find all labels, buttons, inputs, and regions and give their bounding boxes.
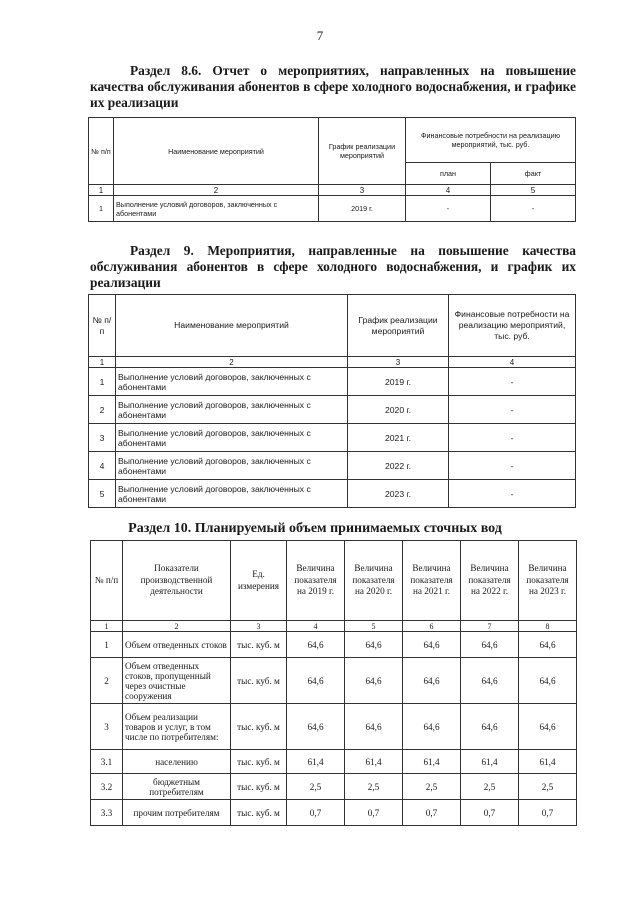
row-name: Выполнение условий договоров, заключенных с абонентами	[116, 396, 348, 424]
column-numbers-row	[89, 185, 576, 196]
row-value-2019: 64,6	[287, 658, 345, 704]
column-number: 4	[449, 357, 576, 368]
row-value-2021: 0,7	[403, 800, 461, 826]
col-header-2021: Величина показателя на 2021 г.	[403, 541, 461, 621]
column-number: 7	[461, 621, 519, 632]
column-number: 4	[287, 621, 345, 632]
row-finance: -	[449, 452, 576, 480]
column-numbers-row	[91, 621, 577, 632]
column-number: 2	[114, 185, 319, 196]
col-header-name: Наименование мероприятий	[114, 118, 319, 185]
column-number: 5	[491, 185, 576, 196]
row-finance: -	[449, 396, 576, 424]
column-number: 2	[123, 621, 231, 632]
section-8-6-table	[88, 117, 576, 222]
row-value-2023: 64,6	[519, 658, 577, 704]
row-value-2019: 2,5	[287, 774, 345, 800]
col-header-plan: план	[406, 163, 491, 185]
row-num: 3.3	[91, 800, 123, 826]
column-number: 1	[89, 185, 114, 196]
row-value-2022: 64,6	[461, 704, 519, 750]
row-value-2023: 64,6	[519, 704, 577, 750]
row-value-2019: 64,6	[287, 704, 345, 750]
row-year: 2020 г.	[348, 396, 449, 424]
column-number: 1	[91, 621, 123, 632]
section-8-6-title: Раздел 8.6. Отчет о мероприятиях, направленных на повышение качества обслуживания абонентов в сфере холодного водоснабжения, и графике их реализации	[90, 63, 576, 110]
table-row	[89, 452, 576, 480]
row-name: населению	[123, 750, 231, 774]
row-value-2020: 2,5	[345, 774, 403, 800]
row-year: 2019 г.	[348, 368, 449, 396]
table-row	[91, 774, 577, 800]
row-unit: тыс. куб. м	[231, 632, 287, 658]
col-header-num: № п/п	[91, 541, 123, 621]
row-value-2023: 0,7	[519, 800, 577, 826]
row-unit: тыс. куб. м	[231, 774, 287, 800]
row-name: прочим потребителям	[123, 800, 231, 826]
row-value-2021: 64,6	[403, 658, 461, 704]
row-num: 4	[89, 452, 116, 480]
row-finance: -	[449, 368, 576, 396]
column-number: 3	[348, 357, 449, 368]
row-year: 2021 г.	[348, 424, 449, 452]
col-header-finance: Финансовые потребности на реализацию мероприятий, тыс. руб.	[449, 295, 576, 357]
row-value-2021: 2,5	[403, 774, 461, 800]
column-number: 4	[406, 185, 491, 196]
row-value-2020: 64,6	[345, 658, 403, 704]
row-value-2022: 61,4	[461, 750, 519, 774]
row-value-2020: 61,4	[345, 750, 403, 774]
row-value-2019: 64,6	[287, 632, 345, 658]
column-number: 1	[89, 357, 116, 368]
row-year: 2023 г.	[348, 480, 449, 508]
row-fact: -	[491, 196, 576, 222]
row-year: 2022 г.	[348, 452, 449, 480]
row-value-2021: 61,4	[403, 750, 461, 774]
row-name: Объем отведенных стоков, пропущенный через очистные сооружения	[123, 658, 231, 704]
col-header-2020: Величина показателя на 2020 г.	[345, 541, 403, 621]
table-row	[89, 396, 576, 424]
col-header-num: № п/п	[89, 295, 116, 357]
column-number: 8	[519, 621, 577, 632]
row-name: Выполнение условий договоров, заключенных с абонентами	[114, 196, 319, 222]
col-header-schedule: График реализации мероприятий	[348, 295, 449, 357]
section-9-table	[88, 294, 576, 508]
row-value-2023: 61,4	[519, 750, 577, 774]
row-num: 3	[89, 424, 116, 452]
column-number: 2	[116, 357, 348, 368]
row-year: 2019 г.	[319, 196, 406, 222]
row-name: Выполнение условий договоров, заключенных с абонентами	[116, 424, 348, 452]
col-header-2023: Величина показателя на 2023 г.	[519, 541, 577, 621]
row-value-2020: 0,7	[345, 800, 403, 826]
row-finance: -	[449, 480, 576, 508]
row-name: Объем реализации товаров и услуг, в том числе по потребителям:	[123, 704, 231, 750]
table-row	[91, 750, 577, 774]
row-num: 5	[89, 480, 116, 508]
col-header-2022: Величина показателя на 2022 г.	[461, 541, 519, 621]
table-row	[89, 196, 576, 222]
col-header-name: Наименование мероприятий	[116, 295, 348, 357]
row-value-2020: 64,6	[345, 632, 403, 658]
col-header-fact: факт	[491, 163, 576, 185]
col-header-finance: Финансовые потребности на реализацию мероприятий, тыс. руб.	[406, 118, 576, 163]
row-name: Выполнение условий договоров, заключенных с абонентами	[116, 368, 348, 396]
row-name: бюджетным потребителям	[123, 774, 231, 800]
row-value-2019: 0,7	[287, 800, 345, 826]
column-number: 5	[345, 621, 403, 632]
row-value-2022: 0,7	[461, 800, 519, 826]
section-10-table	[90, 540, 577, 826]
row-num: 1	[91, 632, 123, 658]
row-value-2022: 64,6	[461, 658, 519, 704]
column-number: 3	[231, 621, 287, 632]
row-value-2019: 61,4	[287, 750, 345, 774]
table-row	[89, 480, 576, 508]
col-header-2019: Величина показателя на 2019 г.	[287, 541, 345, 621]
row-name: Выполнение условий договоров, заключенных с абонентами	[116, 480, 348, 508]
row-value-2022: 2,5	[461, 774, 519, 800]
row-unit: тыс. куб. м	[231, 800, 287, 826]
section-9-title: Раздел 9. Мероприятия, направленные на повышение качества обслуживания абонентов в сфере холодного водоснабжения, и график их реализации	[90, 243, 576, 290]
col-header-num: № п/п	[89, 118, 114, 185]
section-10-title: Раздел 10. Планируемый объем принимаемых сточных вод	[128, 521, 502, 536]
table-row	[91, 632, 577, 658]
col-header-unit: Ед. измерения	[231, 541, 287, 621]
row-value-2021: 64,6	[403, 704, 461, 750]
row-unit: тыс. куб. м	[231, 704, 287, 750]
row-value-2022: 64,6	[461, 632, 519, 658]
row-value-2021: 64,6	[403, 632, 461, 658]
row-value-2020: 64,6	[345, 704, 403, 750]
row-plan: -	[406, 196, 491, 222]
row-num: 3.1	[91, 750, 123, 774]
row-value-2023: 2,5	[519, 774, 577, 800]
table-row	[91, 800, 577, 826]
page-number: 7	[316, 28, 324, 43]
col-header-indicators: Показатели производственной деятельности	[123, 541, 231, 621]
column-number: 6	[403, 621, 461, 632]
row-num: 3	[91, 704, 123, 750]
row-name: Объем отведенных стоков	[123, 632, 231, 658]
row-value-2023: 64,6	[519, 632, 577, 658]
table-row	[91, 704, 577, 750]
row-num: 2	[89, 396, 116, 424]
row-name: Выполнение условий договоров, заключенных с абонентами	[116, 452, 348, 480]
row-unit: тыс. куб. м	[231, 750, 287, 774]
table-row	[89, 368, 576, 396]
row-num: 1	[89, 196, 114, 222]
column-number: 3	[319, 185, 406, 196]
row-num: 2	[91, 658, 123, 704]
row-num: 3.2	[91, 774, 123, 800]
col-header-schedule: График реализации мероприятий	[319, 118, 406, 185]
row-finance: -	[449, 424, 576, 452]
column-numbers-row	[89, 357, 576, 368]
table-row	[89, 424, 576, 452]
row-num: 1	[89, 368, 116, 396]
row-unit: тыс. куб. м	[231, 658, 287, 704]
table-row	[91, 658, 577, 704]
